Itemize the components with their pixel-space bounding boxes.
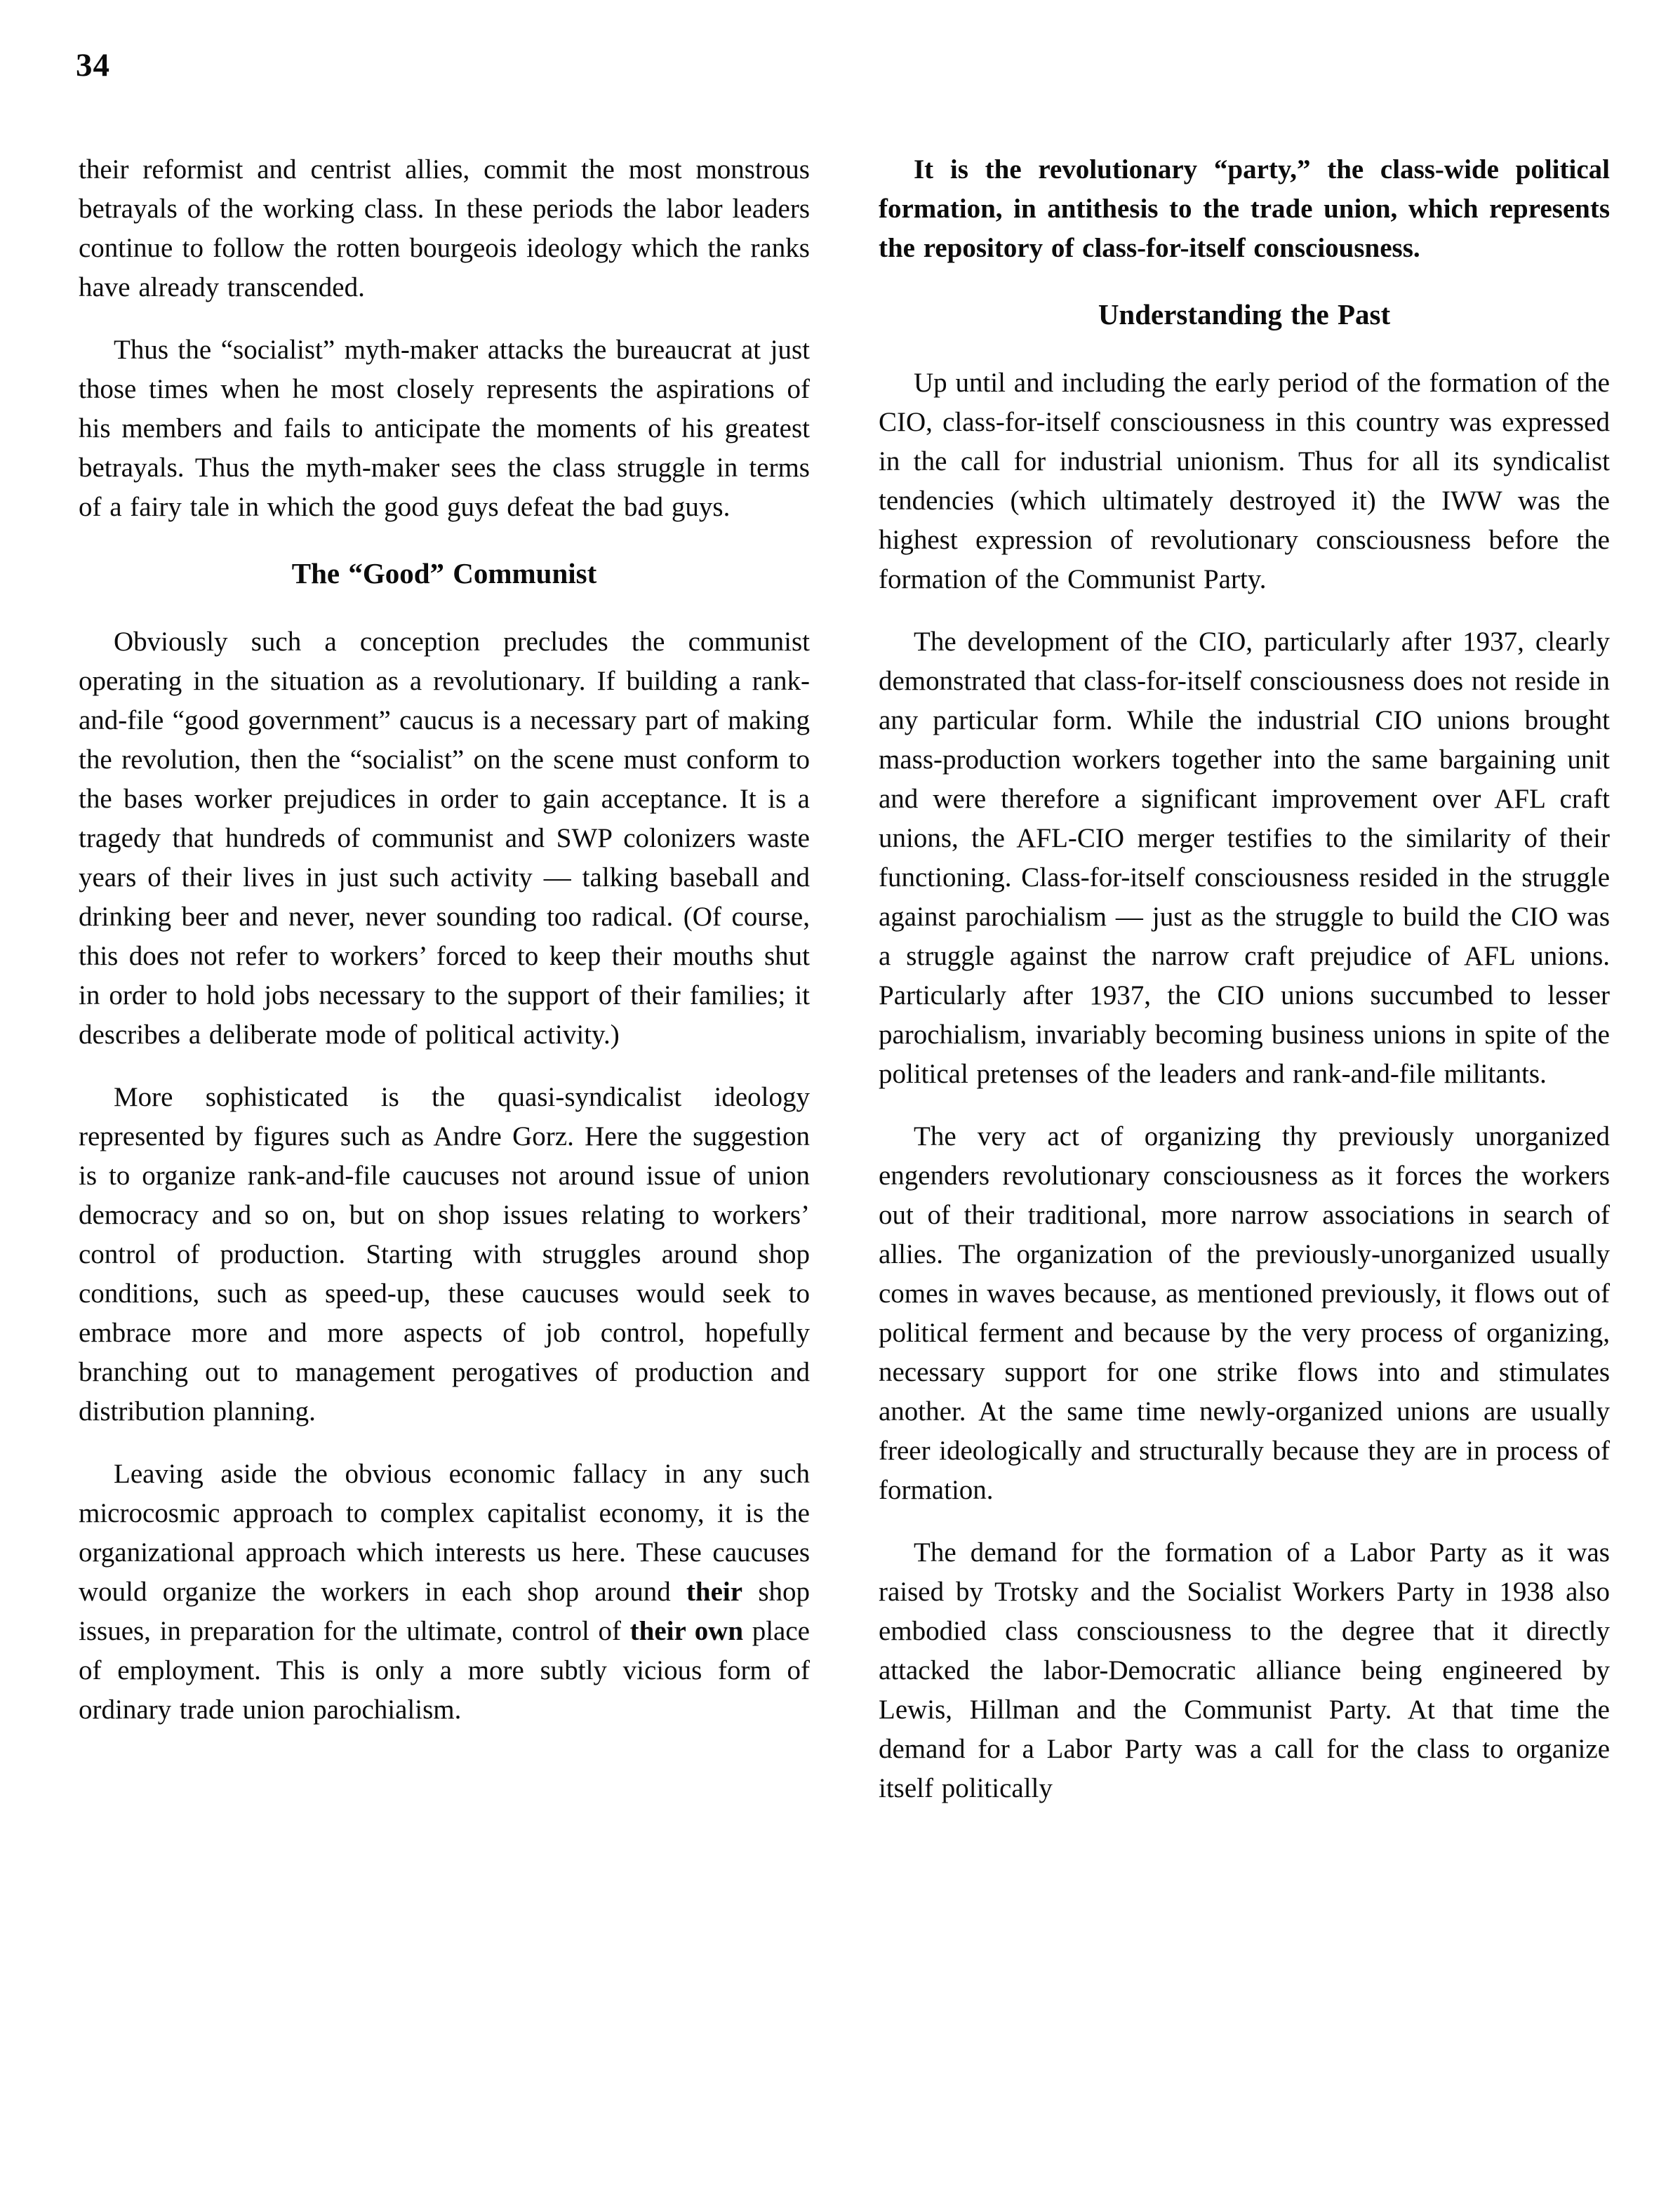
paragraph: Up until and including the early period of the formation of the CIO, class-for-itself consciousness in this country was expressed in the call for industrial unionism. Thus for all its syndicalist tendencies (which ultimately destroyed it) the IWW was the highest expression of revolutionary consciousness before the formation of the Communist Party. — [879, 368, 1610, 594]
section-heading-good-communist: The “Good” Communist — [291, 557, 597, 589]
paragraph: Obviously such a conception precludes the communist operating in the situation as a revolutionary. If building a rank-and-file “good government” caucus is a necessary part of making the revolution, then the “socialist” on the scene must conform to the bases worker prejudices in order to gain acceptance. It is a tragedy that hundreds of communist and SWP colonizers waste years of their lives in just such activity — talking baseball and drinking beer and never, never sounding too radical. (Of course, this does not refer to workers’ forced to keep their mouths shut in order to hold jobs necessary to the support of their families; it describes a deliberate mode of political activity.) — [79, 627, 810, 1050]
right-column — [879, 150, 1610, 1831]
lead-paragraph-bold: It is the revolutionary “party,” the class-wide political formation, in antithesis to the trade union, which represents the repository of class-for-itself consciousness. — [879, 154, 1610, 263]
paragraph — [79, 1455, 810, 1730]
paragraph: The demand for the formation of a Labor Party as it was raised by Trotsky and the Socialist Workers Party in 1938 also embodied class consciousness to the degree that it directly attacked the labor-Democratic alliance being engineered by Lewis, Hillman and the Communist Party. At that time the demand for a Labor Party was a call for the class to organize itself politically — [879, 1537, 1610, 1803]
paragraph: The very act of organizing thy previously unorganized engenders revolutionary consciousness as it forces the workers out of their traditional, more narrow associations in search of allies. The organization of the previously-unorganized usually comes in waves because, as mentioned previously, it flows out of political ferment and because by the very process of organizing, necessary support for one strike flows into and stimulates another. At the same time newly-organized unions are usually freer ideologically and structurally because they are in process of formation. — [879, 1121, 1610, 1505]
paragraph: More sophisticated is the quasi-syndicalist ideology represented by figures such as Andre Gorz. Here the suggestion is to organize rank-and-file caucuses not around issue of union democracy and so on, but on shop issues relating to workers’ control of production. Starting with struggles around shop conditions, such as speed-up, these caucuses would seek to embrace more and more aspects of job control, hopefully branching out to management perogatives of production and distribution planning. — [79, 1082, 810, 1427]
bold-text-segment: their own — [629, 1616, 744, 1646]
page-number: 34 — [76, 47, 110, 84]
text-segment: place of employment. This is only a more subtly vicious form of ordinary trade union parochialism. — [79, 1616, 810, 1725]
paragraph: Thus the “socialist” myth-maker attacks the bureaucrat at just those times when he most closely represents the aspirations of his members and fails to anticipate the moments of his greatest betrayals. Thus the myth-maker sees the class struggle in terms of a fairy tale in which the good guys defeat the bad guys. — [79, 335, 810, 522]
text-segment: shop issues, in preparation for the ultimate, control of — [79, 1577, 810, 1646]
bold-text-segment: their — [686, 1577, 743, 1607]
section-heading-understanding-the-past: Understanding the Past — [1098, 298, 1391, 330]
left-column — [79, 150, 810, 1753]
text-segment: Leaving aside the obvious economic fallacy in any such microcosmic approach to complex capitalist economy, it is the organizational approach which interests us here. These caucuses would organize the workers in each shop around — [79, 1459, 810, 1607]
paragraph: The development of the CIO, particularly after 1937, clearly demonstrated that class-for-itself consciousness does not reside in any particular form. While the industrial CIO unions brought mass-production workers together into the same bargaining unit and were therefore a significant improvement over AFL craft unions, the AFL-CIO merger testifies to the similarity of their functioning. Class-for-itself consciousness resided in the struggle against parochialism — just as the struggle to build the CIO was a struggle against the narrow craft prejudice of AFL unions. Particularly after 1937, the CIO unions succumbed to lesser parochialism, invariably becoming business unions in spite of the political pretenses of the leaders and rank-and-file militants. — [879, 627, 1610, 1089]
paragraph-continuation: their reformist and centrist allies, commit the most monstrous betrayals of the working class. In these periods the labor leaders continue to follow the rotten bourgeois ideology which the ranks have already transcended. — [79, 154, 810, 302]
